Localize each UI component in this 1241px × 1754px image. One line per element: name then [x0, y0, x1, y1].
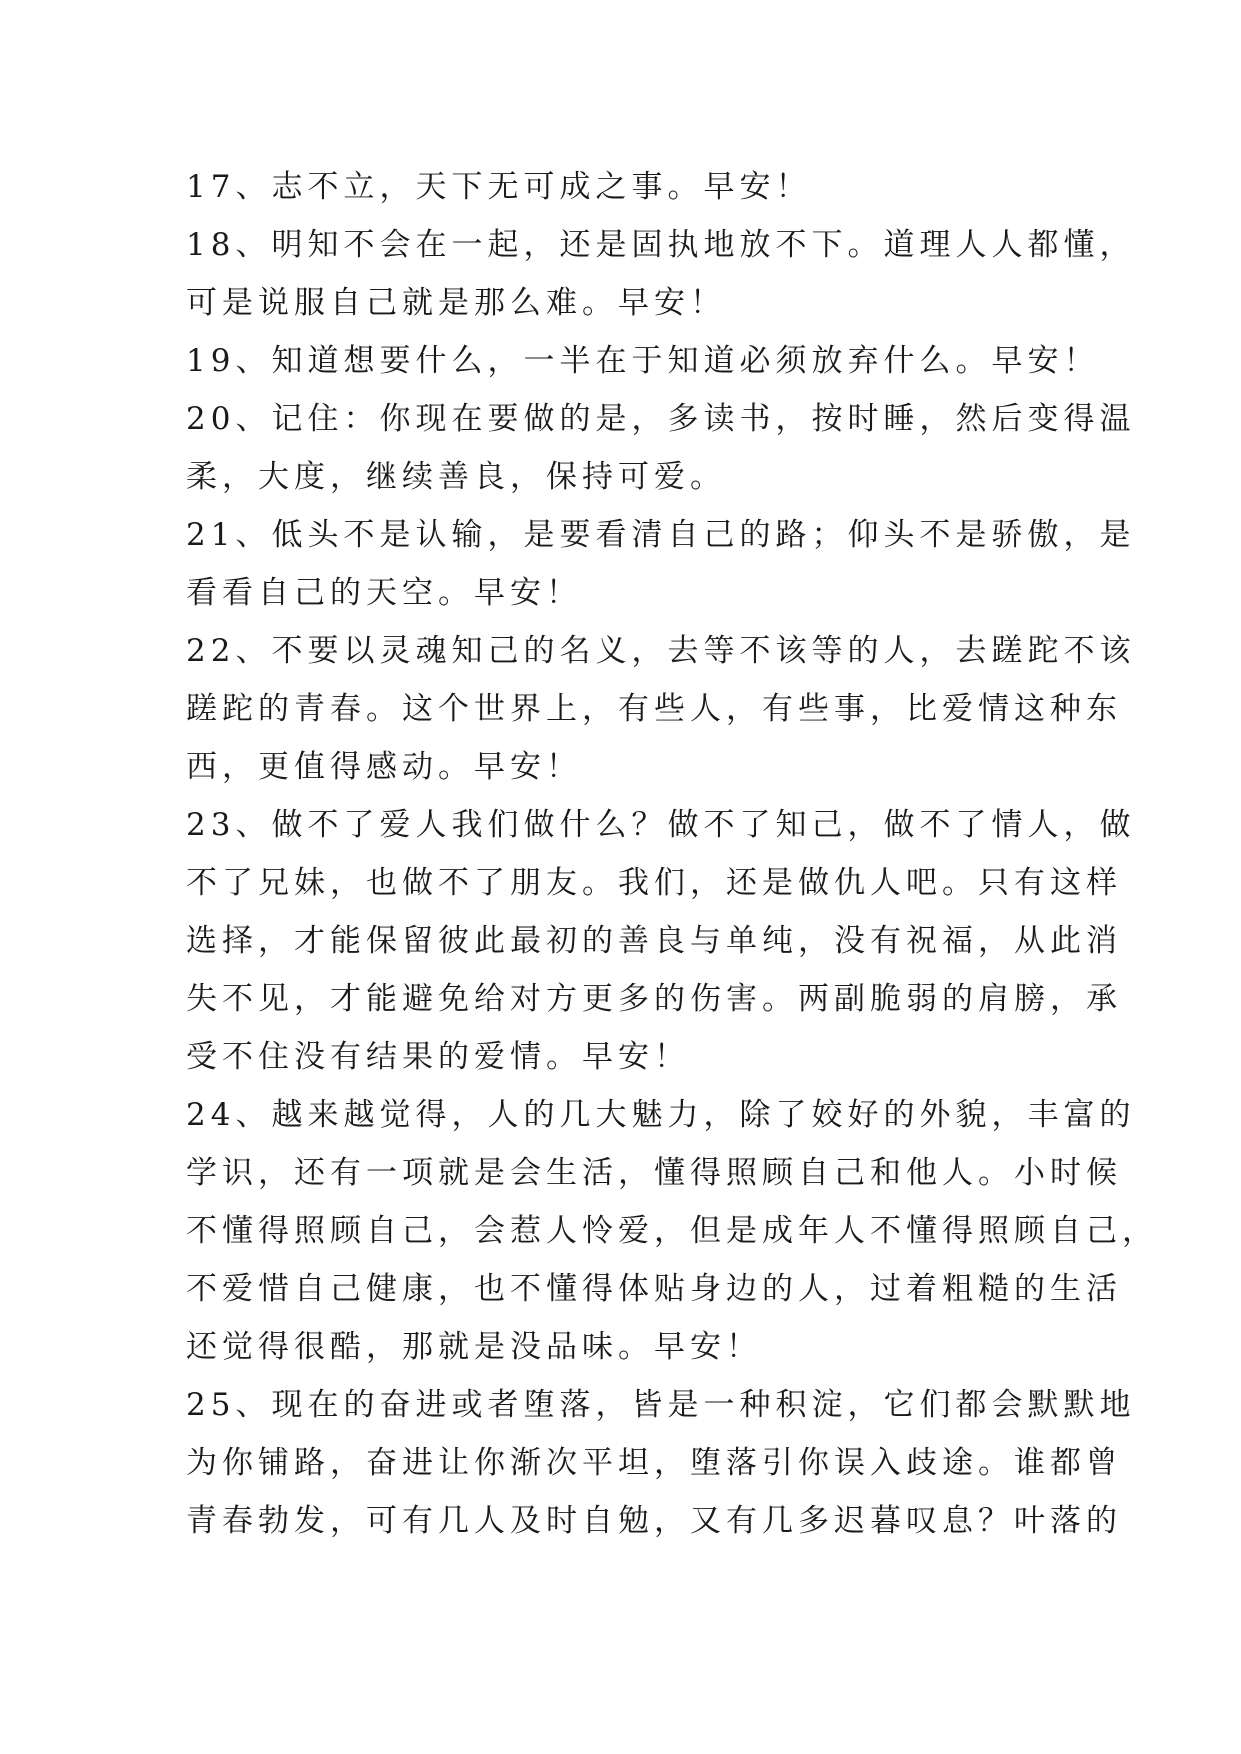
- text-line: 看看自己的天空。早安！: [186, 575, 582, 611]
- document-body: [186, 158, 1158, 1550]
- text-line: 还觉得很酷，那就是没品味。早安！: [186, 1329, 762, 1365]
- text-line: 17、志不立，天下无可成之事。早安！: [186, 169, 812, 205]
- text-line: 21、低头不是认输，是要看清自己的路；仰头不是骄傲，是: [186, 517, 1136, 553]
- text-line: 22、不要以灵魂知己的名义，去等不该等的人，去蹉跎不该: [186, 633, 1136, 669]
- text-line: 23、做不了爱人我们做什么？做不了知己，做不了情人，做: [186, 807, 1136, 843]
- text-line: 不了兄妹，也做不了朋友。我们，还是做仇人吧。只有这样: [186, 865, 1122, 901]
- text-line: 不懂得照顾自己，会惹人怜爱，但是成年人不懂得照顾自己，: [186, 1213, 1158, 1249]
- text-line: 学识，还有一项就是会生活，懂得照顾自己和他人。小时候: [186, 1155, 1122, 1191]
- text-line: 19、知道想要什么，一半在于知道必须放弃什么。早安！: [186, 343, 1100, 379]
- text-line: 20、记住：你现在要做的是，多读书，按时睡，然后变得温: [186, 401, 1136, 437]
- text-line: 18、明知不会在一起，还是固执地放不下。道理人人都懂，: [186, 227, 1136, 263]
- text-line: 蹉跎的青春。这个世界上，有些人，有些事，比爱情这种东: [186, 691, 1122, 727]
- text-line: 西，更值得感动。早安！: [186, 749, 582, 785]
- text-line: 为你铺路，奋进让你渐次平坦，堕落引你误入歧途。谁都曾: [186, 1445, 1122, 1481]
- text-line: 受不住没有结果的爱情。早安！: [186, 1039, 690, 1075]
- text-line: 柔，大度，继续善良，保持可爱。: [186, 459, 726, 495]
- text-line: 24、越来越觉得，人的几大魅力，除了姣好的外貌，丰富的: [186, 1097, 1136, 1133]
- text-line: 选择，才能保留彼此最初的善良与单纯，没有祝福，从此消: [186, 923, 1122, 959]
- text-line: 25、现在的奋进或者堕落，皆是一种积淀，它们都会默默地: [186, 1387, 1136, 1423]
- text-line: 青春勃发，可有几人及时自勉，又有几多迟暮叹息？叶落的: [186, 1503, 1122, 1539]
- text-line: 不爱惜自己健康，也不懂得体贴身边的人，过着粗糙的生活: [186, 1271, 1122, 1307]
- text-line: 可是说服自己就是那么难。早安！: [186, 285, 726, 321]
- text-line: 失不见，才能避免给对方更多的伤害。两副脆弱的肩膀，承: [186, 981, 1122, 1017]
